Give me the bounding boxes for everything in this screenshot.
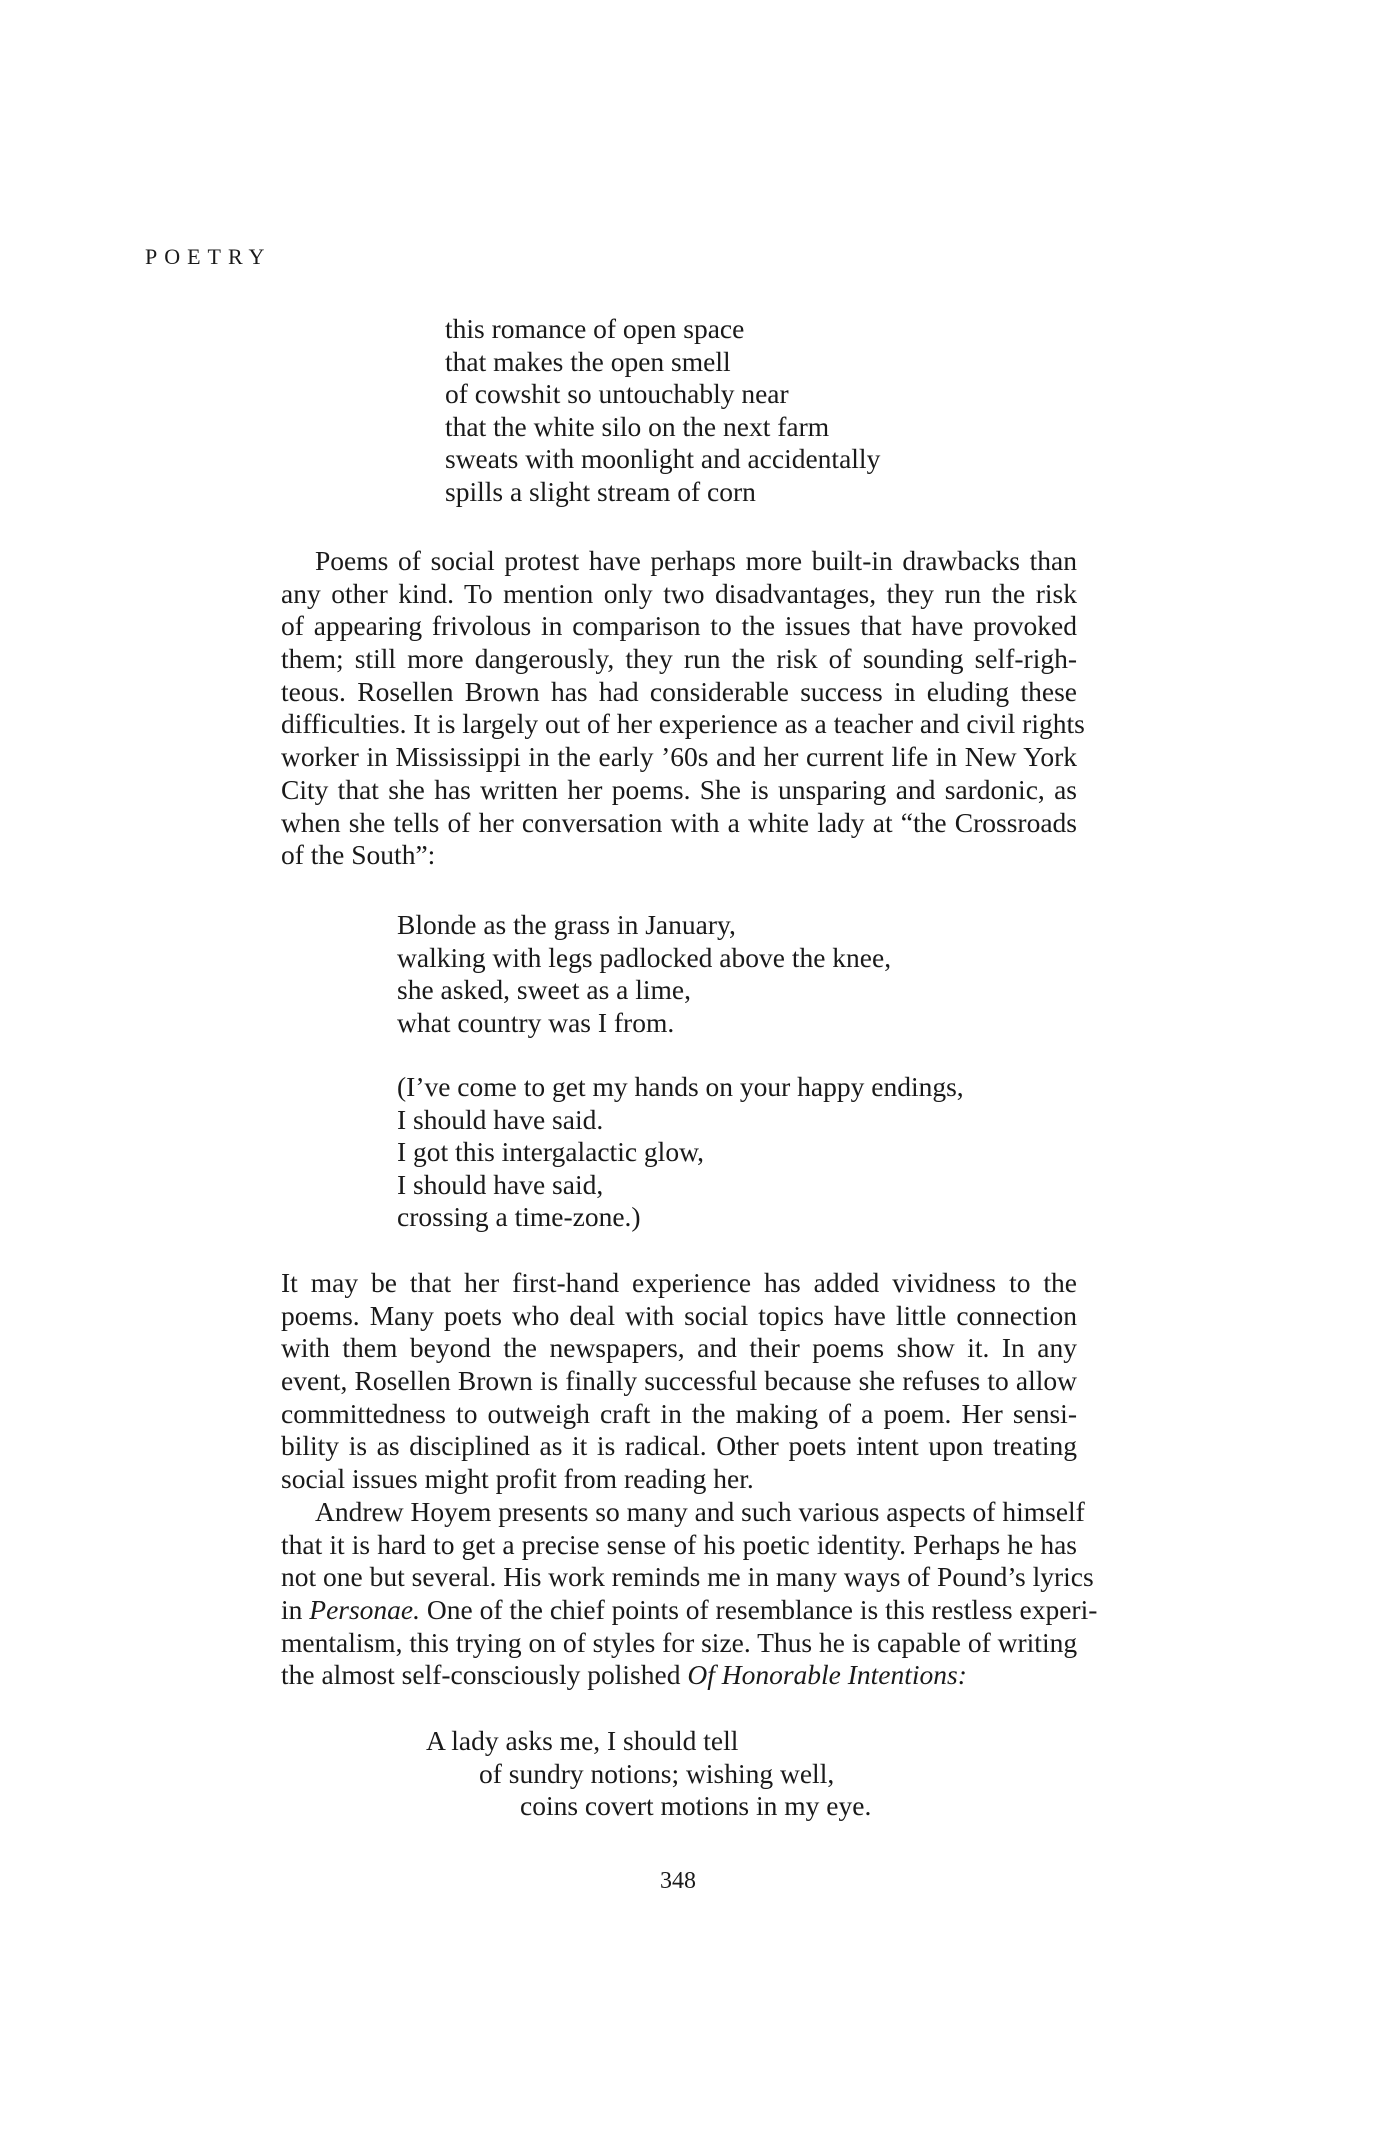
verse-line: of cowshit so untouchably near (445, 378, 789, 410)
poem-title-of-honorable-intentions: Of Honorable Intentions: (687, 1659, 967, 1691)
book-title-personae: Personae. (309, 1594, 421, 1626)
prose-line: social issues might profit from reading her. (281, 1463, 754, 1495)
prose-line: that it is hard to get a precise sense of his poetic identity. Perhaps he has (281, 1528, 1077, 1560)
prose-line: any other kind. To mention only two disadvantages, they run the risk (281, 577, 1077, 609)
prose-line: difficulties. It is largely out of her experience as a teacher and civil rights (281, 708, 1085, 740)
verse-line: I should have said. (397, 1103, 604, 1135)
poem-excerpt-3 (426, 1725, 871, 1823)
prose-line: poems. Many poets who deal with social topics have little connection (281, 1299, 1077, 1331)
prose-line: bility is as disciplined as it is radical. Other poets intent upon treating (281, 1430, 1077, 1462)
prose-line: with them beyond the newspapers, and their poems show it. In any (281, 1332, 1077, 1364)
verse-line: of sundry notions; wishing well, (479, 1757, 835, 1789)
verse-line: (I’ve come to get my hands on your happy endings, (397, 1071, 964, 1102)
prose-line (281, 1594, 1098, 1627)
verse-line: I got this intergalactic glow, (397, 1136, 705, 1168)
prose-line: City that she has written her poems. She is unsparing and sardonic, as (281, 773, 1077, 805)
page-number (0, 1868, 1400, 1895)
prose-line: teous. Rosellen Brown has had considerable success in eluding these (281, 675, 1077, 707)
prose-line: Poems of social protest have perhaps more built-in drawbacks than (315, 545, 1077, 576)
poem-excerpt-1 (445, 313, 880, 509)
prose-line: them; still more dangerously, they run the risk of sounding self-righ- (281, 643, 1077, 675)
verse-line: that the white silo on the next farm (445, 410, 830, 442)
text-run: in (281, 1594, 310, 1626)
prose-line: It may be that her first-hand experience has added vividness to the (281, 1267, 1077, 1298)
prose-line: committedness to outweigh craft in the making of a poem. Her sensi- (281, 1397, 1077, 1429)
verse-line: Blonde as the grass in January, (397, 909, 736, 940)
verse-line: she asked, sweet as a lime, (397, 974, 692, 1006)
prose-line: Andrew Hoyem presents so many and such various aspects of himself (315, 1496, 1085, 1527)
prose-line: of appearing frivolous in comparison to the issues that have provoked (281, 610, 1077, 642)
verse-line: A lady asks me, I should tell (426, 1725, 739, 1756)
verse-line: this romance of open space (445, 313, 745, 344)
paragraph-1 (281, 545, 1085, 872)
prose-line (281, 1659, 1077, 1692)
poem-excerpt-2-stanza-2 (397, 1071, 964, 1234)
page-number-text: 348 (660, 1868, 696, 1894)
verse-line: that makes the open smell (445, 345, 731, 377)
prose-line: worker in Mississippi in the early ’60s and her current life in New York (281, 741, 1077, 773)
paragraph-2 (281, 1267, 1077, 1496)
prose-line: of the South”: (281, 839, 436, 871)
verse-line: sweats with moonlight and accidentally (445, 443, 881, 475)
verse-line: spills a slight stream of corn (445, 475, 756, 507)
prose-line: mentalism, this trying on of styles for size. Thus he is capable of writing (281, 1626, 1078, 1658)
prose-line: event, Rosellen Brown is finally successful because she refuses to allow (281, 1365, 1077, 1397)
text-run: One of the chief points of resemblance is this restless experi- (420, 1594, 1098, 1626)
prose-line: not one but several. His work reminds me in many ways of Pound’s lyrics (281, 1561, 1094, 1593)
verse-line: walking with legs padlocked above the knee, (397, 941, 892, 973)
running-head: POETRY (145, 244, 272, 269)
paragraph-3 (281, 1496, 1098, 1692)
poem-excerpt-2-stanza-1 (397, 909, 891, 1039)
verse-line: I should have said, (397, 1168, 604, 1200)
text-run: the almost self-consciously polished (281, 1659, 688, 1691)
verse-line: what country was I from. (397, 1006, 675, 1038)
prose-line: when she tells of her conversation with a white lady at “the Crossroads (281, 806, 1077, 838)
verse-line: coins covert motions in my eye. (520, 1790, 872, 1822)
verse-line: crossing a time-zone.) (397, 1201, 641, 1233)
